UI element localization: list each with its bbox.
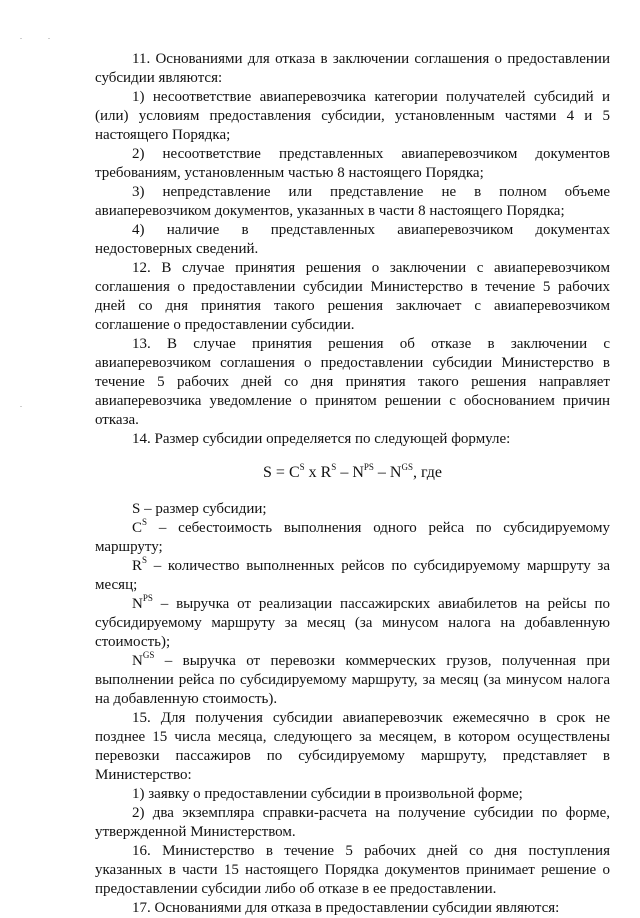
formula-part: , где	[412, 464, 442, 481]
subsidy-formula	[95, 463, 610, 482]
definition-text: – выручка от реализации пассажирских авиабилетов на рейсы по субсидируемому маршруту за месяц (за минусом налога на добавленную стоимость);	[95, 596, 610, 650]
definition-symbol: N	[132, 596, 143, 612]
paragraph: 14. Размер субсидии определяется по следующей формуле:	[132, 431, 511, 447]
formula-superscript: GS	[401, 461, 413, 472]
paragraph: 12. В случае принятия решения о заключении с авиаперевозчиком соглашения о предоставлении субсидии Министерство в течение 5 рабочих дней со дня принятия такого решения заключает с авиаперевозчиком соглашение о предоставлении субсидии.	[95, 260, 610, 333]
definition	[95, 519, 610, 557]
definition-symbol: R	[132, 558, 143, 574]
paragraph: 1) несоответствие авиаперевозчика категории получателей субсидий и (или) условиям предоставления субсидии, установленным частями 4 и 5 настоящего Порядка;	[95, 89, 610, 143]
paragraph: 1) заявку о предоставлении субсидии в произвольной форме;	[132, 786, 523, 802]
formula-part: S = C	[263, 464, 300, 481]
definition-superscript: PS	[142, 593, 153, 603]
definition	[95, 652, 610, 709]
paragraph: 16. Министерство в течение 5 рабочих дней со дня поступления указанных в части 15 настоящего Порядка документов принимает решение о предоставлении субсидии либо об отказе в ее предоставлении.	[95, 843, 610, 897]
definition	[95, 557, 610, 595]
document-body	[95, 50, 610, 918]
definition-symbol: C	[132, 520, 143, 536]
scan-speck	[20, 38, 22, 39]
scan-speck	[20, 406, 22, 407]
definition-text: – размер субсидии;	[140, 501, 267, 517]
definition	[95, 500, 610, 519]
scan-speck	[48, 38, 50, 39]
paragraph: 2) два экземпляра справки-расчета на получение субсидии по форме, утвержденной Министерством.	[95, 805, 610, 840]
formula-superscript: PS	[363, 461, 374, 472]
paragraph: 11. Основаниями для отказа в заключении соглашения о предоставлении субсидии являются:	[95, 51, 610, 86]
paragraph: 3) непредставление или представление не в полном объеме авиаперевозчиком документов, указанных в части 8 настоящего Порядка;	[95, 184, 610, 219]
formula-part: – N	[373, 464, 402, 481]
paragraph: 2) несоответствие представленных авиаперевозчиком документов требованиям, установленным частью 8 настоящего Порядка;	[95, 146, 610, 181]
definition-superscript: S	[142, 555, 148, 565]
definition-text: – количество выполненных рейсов по субсидируемому маршруту за месяц;	[95, 558, 610, 593]
formula-superscript: S	[331, 461, 337, 472]
definition-symbol: S	[132, 501, 141, 517]
paragraph: 17. Основаниями для отказа в предоставлении субсидии являются:	[132, 900, 560, 916]
formula-part: x R	[304, 464, 332, 481]
definition-symbol: N	[132, 653, 143, 669]
formula-superscript: S	[299, 461, 305, 472]
definition	[95, 595, 610, 652]
formula-part: – N	[336, 464, 364, 481]
paragraph: 4) наличие в представленных авиаперевозчиком документах недостоверных сведений.	[95, 222, 610, 257]
paragraph: 15. Для получения субсидии авиаперевозчик ежемесячно в срок не позднее 15 числа месяца, следующего за месяцем, в котором осуществлены перевозки пассажиров по субсидируемому маршруту, представляет в Министерство:	[95, 710, 610, 783]
definition-text: – выручка от перевозки коммерческих грузов, полученная при выполнении рейса по субсидируемому маршруту, за месяц (за минусом налога на добавленную стоимость).	[95, 653, 610, 707]
paragraph: 13. В случае принятия решения об отказе в заключении с авиаперевозчиком соглашения о предоставлении субсидии Министерство в течение 5 рабочих дней со дня принятия такого решения направляет авиаперевозчика уведомление о принятом решении с обоснованием причин отказа.	[95, 336, 610, 428]
definition-text: – себестоимость выполнения одного рейса по субсидируемому маршруту;	[95, 520, 610, 555]
definition-superscript: S	[142, 517, 148, 527]
definition-superscript: GS	[142, 650, 155, 660]
